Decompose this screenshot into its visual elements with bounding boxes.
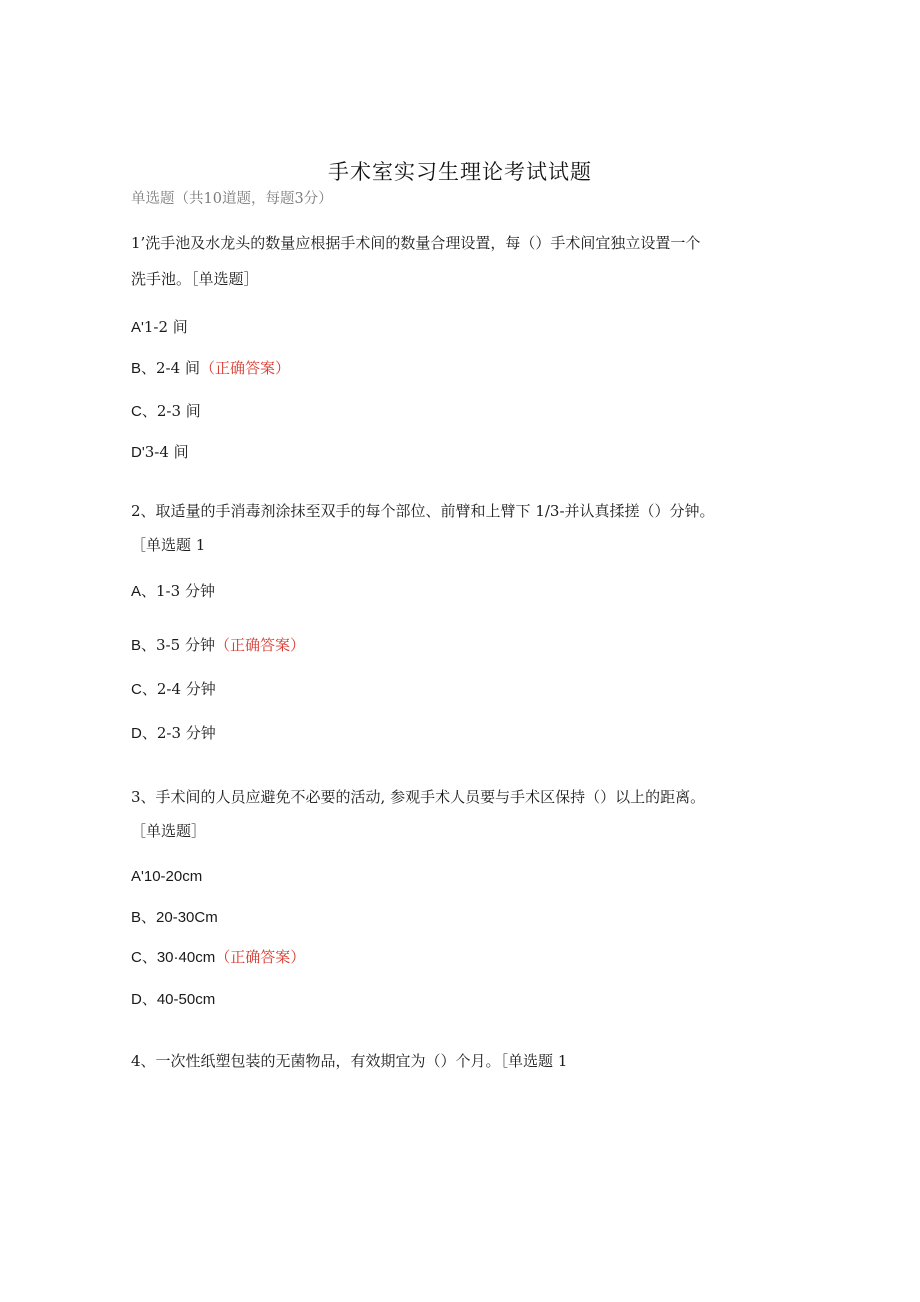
option-prefix: D' (131, 444, 145, 461)
option-text: 3-4 间 (144, 443, 189, 461)
option-text: 2-3 间 (156, 402, 201, 420)
section-header: 单选题（共10道题，每题3分） (131, 191, 333, 207)
question-1-option-b (131, 357, 290, 378)
option-prefix: A、 (131, 583, 157, 600)
question-4-line-1: 4、一次性纸塑包装的无菌物品，有效期宜为（）个月。［单选题 1 (131, 1052, 568, 1070)
question-1-line-1: 1’洗手池及水龙头的数量应根据手术间的数量合理设置，每（）手术间宜独立设置一个 (131, 234, 701, 252)
question-2-option-d (131, 722, 216, 743)
question-3-option-a (131, 867, 202, 885)
question-2-line-1: 2、取适量的手消毒剂涂抹至双手的每个部位、前臂和上臂下 1/3-并认真揉搓（）分钟。 (131, 502, 715, 520)
option-prefix: D、 (131, 725, 157, 742)
question-3-option-c (131, 946, 305, 967)
option-prefix: C、 (131, 681, 157, 698)
option-prefix: C、 (131, 403, 157, 420)
question-2-line-2: ［单选题 1 (131, 536, 206, 554)
option-text: 30·40cm (156, 949, 216, 966)
question-2-option-c (131, 678, 216, 699)
option-prefix: A' (131, 319, 144, 336)
option-text: 3-5 分钟 (156, 636, 215, 654)
option-text: 2-3 分钟 (156, 724, 216, 742)
question-1-option-c (131, 400, 201, 421)
question-3-line-1: 3、手术间的人员应避免不必要的活动, 参观手术人员要与手术区保持（）以上的距离。 (131, 788, 706, 806)
option-text: 2-4 分钟 (156, 680, 216, 698)
correct-answer-mark: （正确答案） (214, 636, 305, 654)
question-1-option-d (131, 441, 189, 462)
option-text: 20-30Cm (156, 909, 218, 926)
correct-answer-mark: （正确答案） (199, 359, 290, 377)
option-prefix: B、 (131, 909, 157, 926)
page-title: 手术室实习生理论考试试题 (328, 160, 592, 184)
correct-answer-mark: （正确答案） (215, 948, 306, 966)
question-1-option-a (131, 316, 188, 337)
option-prefix: A' (131, 868, 144, 885)
option-prefix: B、 (131, 360, 157, 377)
question-2-option-a (131, 580, 215, 601)
question-3-line-2: ［单选题］ (131, 822, 207, 840)
question-1-line-2: 洗手池。［单选题］ (131, 270, 259, 288)
option-text: 2-4 间 (156, 359, 200, 377)
option-text: 1-3 分钟 (156, 582, 215, 600)
option-prefix: C、 (131, 949, 157, 966)
option-text: 1-2 间 (143, 318, 188, 336)
option-prefix: B、 (131, 637, 157, 654)
question-3-option-d (131, 988, 215, 1009)
option-text: 10-20cm (143, 868, 203, 885)
question-3-option-b (131, 906, 218, 927)
option-text: 40-50cm (156, 991, 216, 1008)
option-prefix: D、 (131, 991, 157, 1008)
question-2-option-b (131, 634, 305, 655)
